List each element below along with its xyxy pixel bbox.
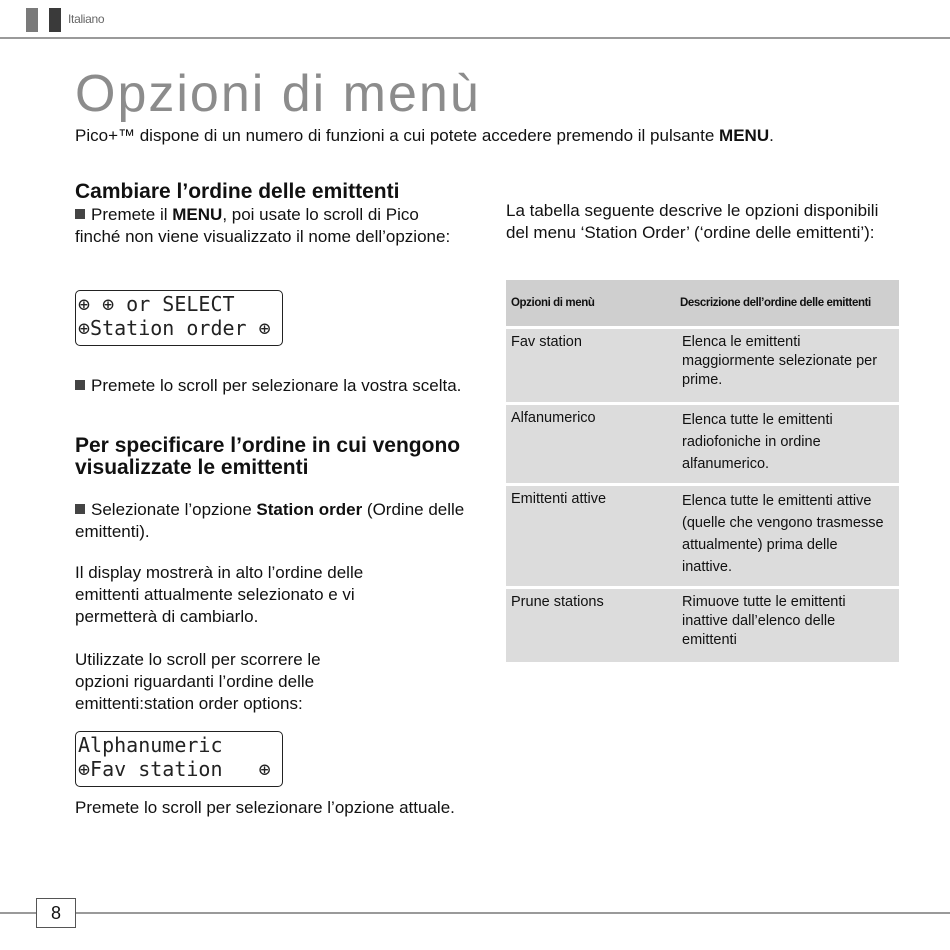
footer-rule <box>0 912 950 914</box>
table-header-description: Descrizione dell’ordine delle emittenti <box>680 297 871 309</box>
table-cell-description: Elenca le emittenti maggiormente selezionate per prime. <box>682 334 878 388</box>
section1-step1: Premete il MENU, poi usate lo scroll di Pico finché non viene visualizzato il nome dell’opzione: <box>75 205 451 246</box>
section2-para3: Premete lo scroll per selezionare l’opzione attuale. <box>75 798 455 817</box>
lcd-line-1: ⊕ ⊕ or SELECT <box>78 292 235 316</box>
bullet-square-icon <box>75 209 85 219</box>
table-cell-option: Alfanumerico <box>511 410 596 426</box>
lcd-line-2: ⊕Station order ⊕ <box>78 316 271 340</box>
section1-heading: Cambiare l’ordine delle emittenti <box>75 180 400 203</box>
table-row <box>506 405 899 483</box>
section2-para2: Utilizzate lo scroll per scorrere le opzioni riguardanti l’ordine delle emittenti:station order options: <box>75 650 321 713</box>
header-tab-light <box>26 8 38 32</box>
intro-paragraph: Pico+™ dispone di un numero di funzioni a cui potete accedere premendo il pulsante MENU. <box>75 126 774 145</box>
section1-step2: Premete lo scroll per selezionare la vostra scelta. <box>75 375 465 397</box>
table-row <box>506 486 899 586</box>
page-number: 8 <box>36 898 76 928</box>
header-tab-dark <box>49 8 61 32</box>
options-table <box>506 280 899 662</box>
table-intro: La tabella seguente descrive le opzioni disponibili del menu ‘Station Order’ (‘ordine delle emittenti’): <box>506 201 879 242</box>
table-cell-description: Elenca tutte le emittenti attive (quelle che vengono trasmesse attualmente) prima delle inattive. <box>682 493 884 575</box>
lcd-display-select <box>75 290 283 346</box>
table-cell-description: Elenca tutte le emittenti radiofoniche in ordine alfanumerico. <box>682 412 833 472</box>
bullet-square-icon <box>75 380 85 390</box>
table-cell-description: Rimuove tutte le emittenti inattive dall’elenco delle emittenti <box>682 594 846 648</box>
section2-step1: Selezionate l’opzione Station order (Ordine delle emittenti). <box>75 500 465 541</box>
section2-para1: Il display mostrerà in alto l’ordine delle emittenti attualmente selezionato e vi permetterà di cambiarlo. <box>75 563 364 626</box>
table-header-options: Opzioni di menù <box>511 297 595 309</box>
bullet-square-icon <box>75 504 85 514</box>
section2-heading: Per specificare l’ordine in cui vengono visualizzate le emittenti <box>75 434 461 479</box>
lcd-display-order <box>75 731 283 787</box>
page-title: Opzioni di menù <box>75 65 481 123</box>
lcd-line-2: ⊕Fav station ⊕ <box>78 757 271 781</box>
table-header-row <box>506 280 899 326</box>
table-cell-option: Fav station <box>511 334 582 350</box>
lcd-line-1: Alphanumeric <box>78 733 223 757</box>
table-row <box>506 329 899 402</box>
language-label: Italiano <box>68 12 105 26</box>
table-cell-option: Prune stations <box>511 594 604 610</box>
header-rule <box>0 37 950 39</box>
table-row <box>506 589 899 662</box>
table-cell-option: Emittenti attive <box>511 491 607 507</box>
